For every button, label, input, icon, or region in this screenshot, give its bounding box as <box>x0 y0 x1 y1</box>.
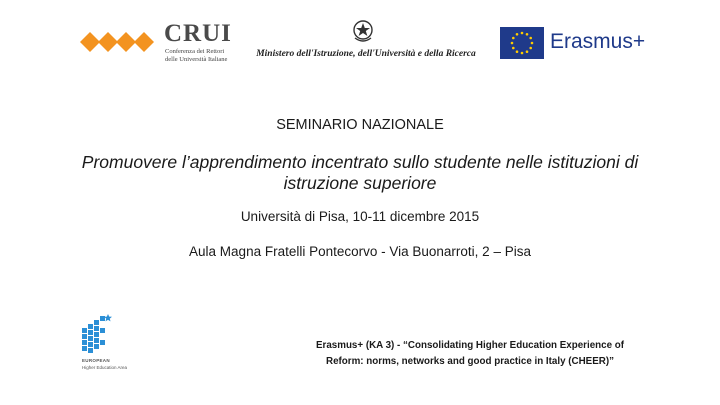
venue: Aula Magna Fratelli Pontecorvo - Via Buonarroti, 2 – Pisa <box>189 244 531 259</box>
location-date: Università di Pisa, 10-11 dicembre 2015 <box>240 209 480 224</box>
erasmus-logo <box>500 27 660 61</box>
italian-emblem-icon <box>352 18 374 44</box>
ehea-logo <box>80 314 150 374</box>
crui-diamonds-icon <box>80 28 160 56</box>
ministry-name: Ministero dell'Istruzione, dell'Università e della Ricerca <box>256 49 476 59</box>
project-line1: Erasmus+ (KA 3) - “Consolidating Higher Education Experience of <box>315 340 625 351</box>
ehea-line2: Higher Education Area <box>82 365 128 370</box>
crui-subtitle-line1: Conferenza dei Rettori <box>165 48 225 55</box>
project-line2: Reform: norms, networks and good practice in Italy (CHEER)” <box>326 356 614 367</box>
crui-subtitle-line2: delle Università Italiane <box>165 55 228 63</box>
ministry-logo <box>256 18 476 64</box>
slide-title: Promuovere l’apprendimento incentrato sullo studente nelle istituzioni di istruzione superiore <box>81 152 639 193</box>
crui-subtitle <box>165 48 245 63</box>
crui-wordmark: CRUI <box>164 20 232 47</box>
ehea-figures-icon <box>80 314 114 356</box>
crui-logo <box>80 18 240 64</box>
ehea-line1: EUROPEAN <box>82 358 110 363</box>
project-caption <box>300 338 640 370</box>
eu-flag-icon <box>500 27 544 59</box>
erasmus-wordmark: Erasmus+ <box>550 30 646 53</box>
seminar-label: SEMINARIO NAZIONALE <box>276 117 444 133</box>
